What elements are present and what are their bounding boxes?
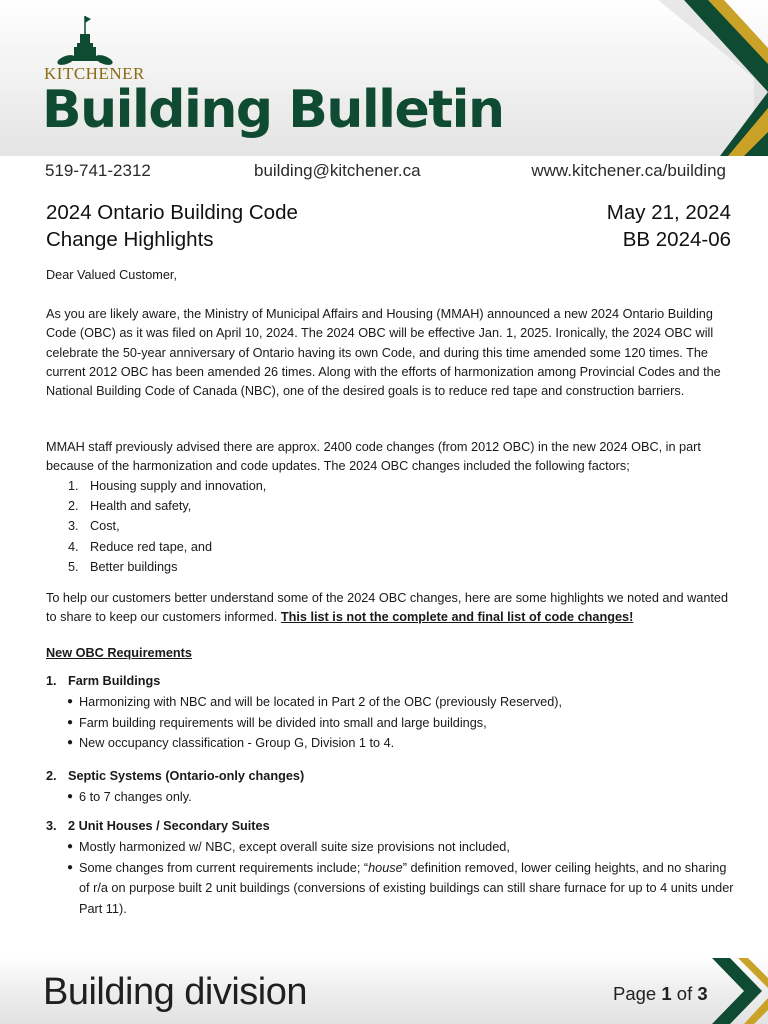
bullet-icon: ● — [67, 841, 74, 852]
list-item: ● Farm building requirements will be divided into small and large buildings, — [67, 713, 736, 734]
document-date: May 21, 2024 — [606, 201, 731, 224]
requirement-2-unit-houses — [46, 816, 736, 919]
bullet-list — [46, 787, 736, 808]
document-title — [46, 199, 298, 253]
list-item: ● Harmonizing with NBC and will be located in Part 2 of the OBC (previously Reserved), — [67, 692, 736, 713]
requirement-septic-systems — [46, 766, 736, 808]
bullet-icon: ● — [67, 791, 74, 802]
bulletin-title: Building Bulletin — [42, 80, 504, 140]
highlights-paragraph — [46, 589, 736, 628]
list-item: 2. Health and safety, — [68, 499, 192, 514]
list-item: 3. Cost, — [68, 519, 120, 534]
contact-email[interactable]: building@kitchener.ca — [254, 161, 421, 180]
requirement-heading: 1. Farm Buildings — [46, 674, 161, 688]
list-item: ● Some changes from current requirements include; “house” definition removed, lower ceiling heights, and no sharing of r/a on purpose built 2 unit buildings (conversions of existing buildings can still share furnace for up to 4 units under Part 11). — [67, 858, 736, 920]
list-item: 1. Housing supply and innovation, — [68, 479, 267, 493]
requirement-heading: 3. 2 Unit Houses / Secondary Suites — [46, 819, 270, 833]
bullet-icon: ● — [67, 716, 74, 728]
header-chevron-decoration — [658, 0, 768, 156]
bullet-list — [46, 692, 736, 754]
changes-paragraph: MMAH staff previously advised there are approx. 2400 code changes (from 2012 OBC) in the new 2024 OBC, in part because of the harmonization and code updates. The 2024 OBC changes included the following factors; — [46, 440, 701, 474]
list-item: ● 6 to 7 changes only. — [67, 787, 736, 808]
footer-division-title: Building division — [43, 971, 307, 1013]
house-term: house — [368, 860, 403, 875]
requirement-heading: 2. Septic Systems (Ontario-only changes) — [46, 769, 305, 783]
footer-chevron-decoration — [712, 958, 768, 1024]
bullet-list — [46, 837, 736, 919]
intro-paragraph: As you are likely aware, the Ministry of Municipal Affairs and Housing (MMAH) announced a new 2024 Ontario Building Code (OBC) as it was filed on April 10, 2024. The 2024 OBC will be effective Jan. 1, 2025. Ironically, the 2024 OBC will celebrate the 50-year anniversary of Ontario having its own Code, and during this time amended some 120 times. The current 2012 OBC has been amended 26 times. Along with the efforts of harmonization among Provincial Codes and the National Building Code of Canada (NBC), one of the desired goals is to reduce red tape and construction barriers. — [46, 307, 721, 399]
logo-wordmark: KITCHENER — [44, 64, 145, 83]
disclaimer-emphasis: This list is not the complete and final list of code changes! — [280, 610, 634, 625]
document-title-line2: Change Highlights — [46, 228, 214, 251]
list-item: 5. Better buildings — [68, 559, 178, 574]
bullet-icon: ● — [67, 737, 74, 748]
salutation: Dear Valued Customer, — [46, 268, 177, 282]
requirement-farm-buildings — [46, 671, 736, 754]
section-heading: New OBC Requirements — [46, 646, 192, 660]
page-total: 3 — [697, 983, 708, 1004]
bullet-icon: ● — [67, 861, 74, 873]
page-indicator: Page 1 of 3 — [613, 983, 708, 1004]
bullet-icon: ● — [67, 696, 74, 707]
document-title-line1: 2024 Ontario Building Code — [46, 201, 298, 224]
list-item: 4. Reduce red tape, and — [68, 539, 213, 554]
highlights-intro: To help our customers better understand some of the 2024 OBC changes, here are some highlights we noted and wanted to share to keep our customers informed. — [46, 591, 729, 625]
document-meta — [607, 199, 731, 253]
page-current: 1 — [661, 983, 672, 1004]
factors-list — [68, 476, 266, 577]
bulletin-number: BB 2024-06 — [622, 228, 731, 251]
contact-website[interactable]: www.kitchener.ca/building — [531, 161, 726, 180]
list-item: ● New occupancy classification - Group G, Division 1 to 4. — [67, 733, 736, 754]
contact-phone[interactable]: 519-741-2312 — [45, 161, 151, 180]
list-item: ● Mostly harmonized w/ NBC, except overall suite size provisions not included, — [67, 837, 736, 858]
